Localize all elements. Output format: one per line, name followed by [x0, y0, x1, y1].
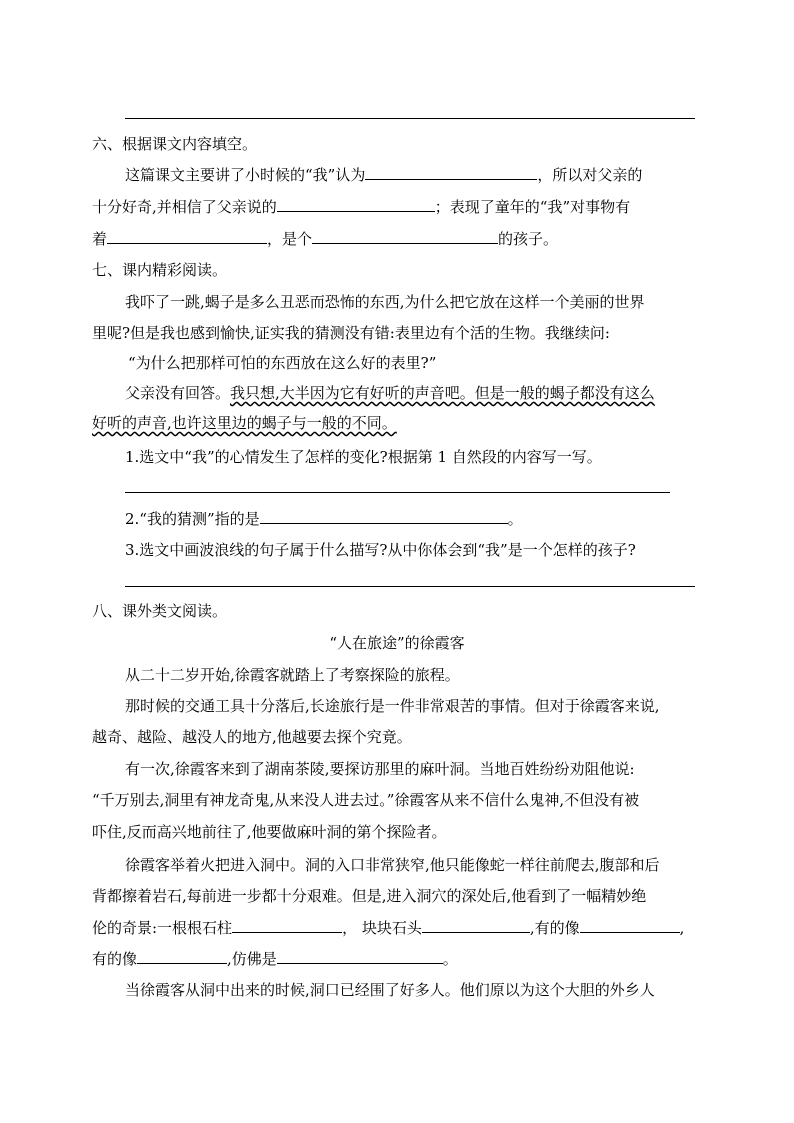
- paragraph-line: 那时候的交通工具十分落后,长途旅行是一件非常艰苦的事情。但对于徐霞客来说,: [125, 697, 660, 715]
- paragraph-line: 徐霞客举着火把进入洞中。洞的入口非常狭窄,他只能像蛇一样往前爬去,腹部和后: [125, 856, 660, 874]
- section-heading: 七、课内精彩阅读。: [92, 261, 228, 279]
- answer-line: [125, 118, 695, 119]
- paragraph-line: 吓住,反而高兴地前往了,他要做麻叶洞的第个探险者。: [92, 823, 447, 841]
- paragraph-line: 这篇课文主要讲了小时候的“我”认为 ，所以对父亲的: [125, 166, 643, 184]
- wavy-underlined-text: 好听的声音,也许这里边的蝎子与一般的不同。: [92, 414, 397, 432]
- fill-blank[interactable]: [365, 164, 537, 180]
- paragraph-line: 十分好奇,并相信了父亲说的 ；表现了童年的“我”对事物有: [92, 198, 631, 216]
- paragraph-line: 我吓了一跳,蝎子是多么丑恶而恐怖的东西,为什么把它放在这样一个美丽的世界: [125, 293, 645, 311]
- fill-blank[interactable]: [232, 917, 342, 933]
- paragraph-line: “为什么把那样可怕的东西放在这么好的表里?”: [128, 354, 437, 372]
- fill-blank[interactable]: [580, 917, 680, 933]
- answer-line[interactable]: [125, 586, 695, 587]
- paragraph-line: [92, 413, 397, 433]
- fill-blank[interactable]: [277, 196, 435, 212]
- wavy-underlined-text: 我只想,大半因为它有好听的声音吧。但是一般的蝎子都没有这么: [230, 384, 655, 402]
- paragraph-line: 有一次,徐霞客来到了湖南茶陵,要探访那里的麻叶洞。当地百姓纷纷劝阻他说:: [125, 760, 635, 778]
- answer-line[interactable]: [125, 492, 670, 493]
- fill-blank[interactable]: [277, 948, 443, 964]
- question-2: 2.“我的猜测”指的是 。: [125, 510, 523, 528]
- question-3: 3.选文中画波浪线的句子属于什么描写?从中你体会到“我”是一个怎样的孩子?: [125, 541, 636, 559]
- paragraph-line: 着 ，是个 的孩子。: [92, 230, 559, 248]
- section-heading: 六、根据课文内容填空。: [92, 135, 258, 153]
- fill-blank[interactable]: [422, 917, 530, 933]
- paragraph-line: 父亲没有回答。我只想,大半因为它有好听的声音吧。但是一般的蝎子都没有这么: [125, 384, 655, 402]
- fill-blank[interactable]: [137, 948, 227, 964]
- paragraph-line: 有的像 ,仿佛是 。: [92, 950, 458, 968]
- fill-blank[interactable]: [312, 228, 498, 244]
- paragraph-line: 越奇、越险、越没人的地方,他越要去探个究竟。: [92, 728, 412, 746]
- section-heading: 八、课外类文阅读。: [92, 602, 228, 620]
- fill-blank[interactable]: [260, 508, 508, 524]
- paragraph-line: 背都擦着岩石,每前进一步都十分艰难。但是,进入洞穴的深处后,他看到了一幅精妙绝: [92, 887, 647, 905]
- paragraph-line: 当徐霞客从洞中出来的时候,洞口已经围了好多人。他们原以为这个大胆的外乡人: [125, 981, 655, 999]
- paragraph-line: 里呢?但是我也感到愉快,证实我的猜测没有错:表里边有个活的生物。我继续问:: [92, 324, 610, 342]
- paragraph-line: 从二十二岁开始,徐霞客就踏上了考察探险的旅程。: [125, 666, 460, 684]
- paragraph-line: 伦的奇景:一根根石柱 ， 块块石头 ,有的像 ,: [92, 919, 685, 937]
- fill-blank[interactable]: [107, 228, 267, 244]
- article-title: “人在旅途”的徐霞客: [329, 634, 465, 652]
- question-1: 1.选文中“我”的心情发生了怎样的变化?根据第 1 自然段的内容写一写。: [125, 448, 602, 466]
- paragraph-line: “千万别去,洞里有神龙奇鬼,从来没人进去过。”徐霞客从来不信什么鬼神,不但没有被: [92, 791, 640, 809]
